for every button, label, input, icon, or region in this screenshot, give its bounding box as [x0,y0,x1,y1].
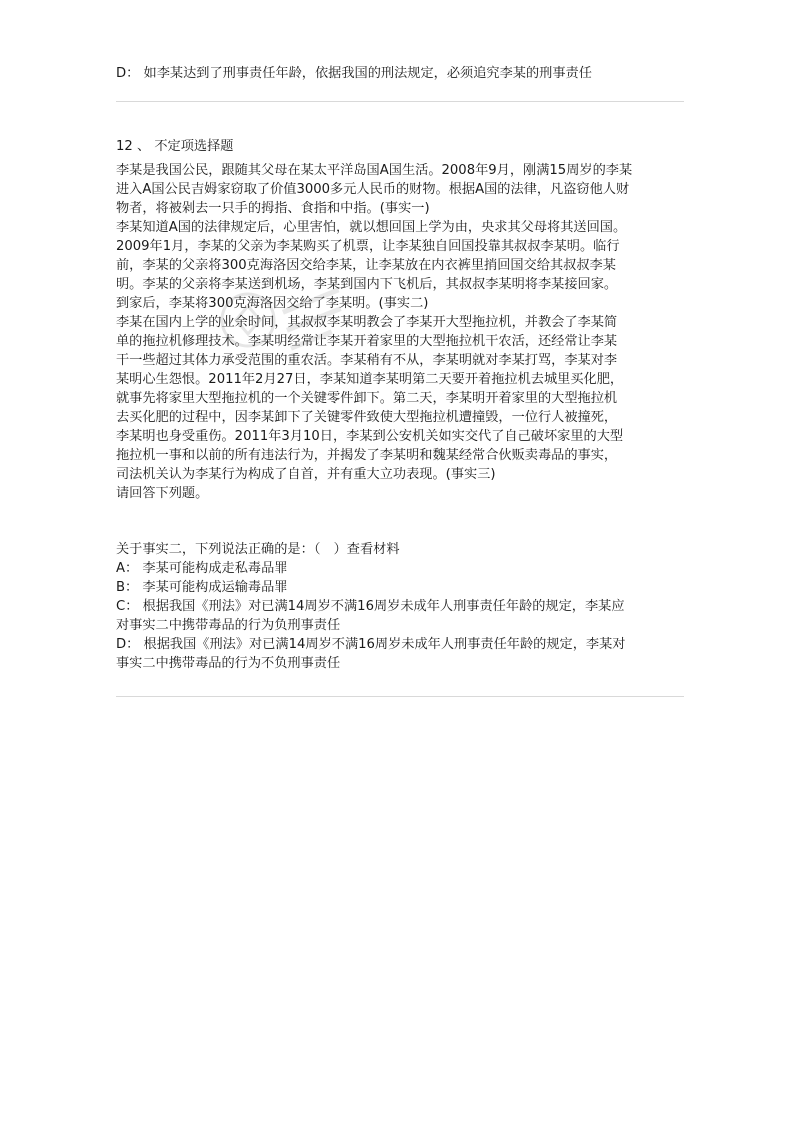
passage-line: 李某在国内上学的业余时间，其叔叔李某明教会了李某开大型拖拉机，并教会了李某简 [116,315,618,330]
passage-line: 李某明也身受重伤。2011年3月10日，李某到公安机关如实交代了自己破坏家里的大型 [116,429,624,444]
passage-line: 到家后，李某将300克海洛因交给了李某明。(事实二) [116,296,429,311]
option-d-line1[interactable]: D： 根据我国《刑法》对已满14周岁不满16周岁未成年人刑事责任年龄的规定，李某对 [116,637,626,652]
passage-line: 物者，将被剁去一只手的拇指、食指和中指。(事实一) [116,201,430,216]
option-a[interactable]: A： 李某可能构成走私毒品罪 [116,561,288,576]
question-prompt: 关于事实二，下列说法正确的是：（ ）查看材料 [116,542,400,557]
passage-line: 进入A国公民吉姆家窃取了价值3000多元人民币的财物。根据A国的法律，凡盗窃他人财 [116,182,630,197]
passage-line: 就事先将家里大型拖拉机的一个关键零件卸下。第二天，李某明开着家里的大型拖拉机 [116,391,618,406]
option-c-line2[interactable]: 对事实二中携带毒品的行为负刑事责任 [116,618,341,633]
passage-line: 某明心生怨恨。2011年2月27日，李某知道李某明第二天要开着拖拉机去城里买化肥， [116,372,624,387]
passage-line: 前，李某的父亲将300克海洛因交给李某，让李某放在内衣裤里捎回国交给其叔叔李某 [116,258,616,273]
passage-line: 去买化肥的过程中，因李某卸下了关键零件致使大型拖拉机遭撞毁，一位行人被撞死， [116,410,618,425]
option-b[interactable]: B： 李某可能构成运输毒品罪 [116,580,288,595]
passage-line: 李某是我国公民，跟随其父母在某太平洋岛国A国生活。2008年9月，刚满15周岁的李某 [116,163,633,178]
passage-line: 请回答下列题。 [116,486,209,501]
option-c-line1[interactable]: C： 根据我国《刑法》对已满14周岁不满16周岁未成年人刑事责任年龄的规定，李某应 [116,599,625,614]
question-options [116,540,684,673]
divider [116,101,684,102]
passage-line: 明。李某的父亲将李某送到机场，李某到国内下飞机后，其叔叔李某明将李某接回家。 [116,277,618,292]
option-d-line2[interactable]: 事实二中携带毒品的行为不负刑事责任 [116,656,341,671]
divider [116,696,684,697]
prev-option-d[interactable]: D： 如李某达到了刑事责任年龄，依据我国的刑法规定，必须追究李某的刑事责任 [116,66,592,81]
passage-line: 单的拖拉机修理技术。李某明经常让李某开着家里的大型拖拉机干农活，还经常让李某 [116,334,618,349]
question-title: 12 、 不定项选择题 [116,139,234,154]
passage-line: 拖拉机一事和以前的所有违法行为，并揭发了李某明和魏某经常合伙贩卖毒品的事实， [116,448,618,463]
passage-line: 2009年1月，李某的父亲为李某购买了机票，让李某独自回国投靠其叔叔李某明。临行 [116,239,620,254]
question-passage [116,161,684,503]
passage-line: 干一些超过其体力承受范围的重农活。李某稍有不从，李某明就对李某打骂，李某对李 [116,353,618,368]
passage-line: 李某知道A国的法律规定后，心里害怕，就以想回国上学为由，央求其父母将其送回国。 [116,220,627,235]
passage-line: 司法机关认为李某行为构成了自首，并有重大立功表现。(事实三) [116,467,496,482]
